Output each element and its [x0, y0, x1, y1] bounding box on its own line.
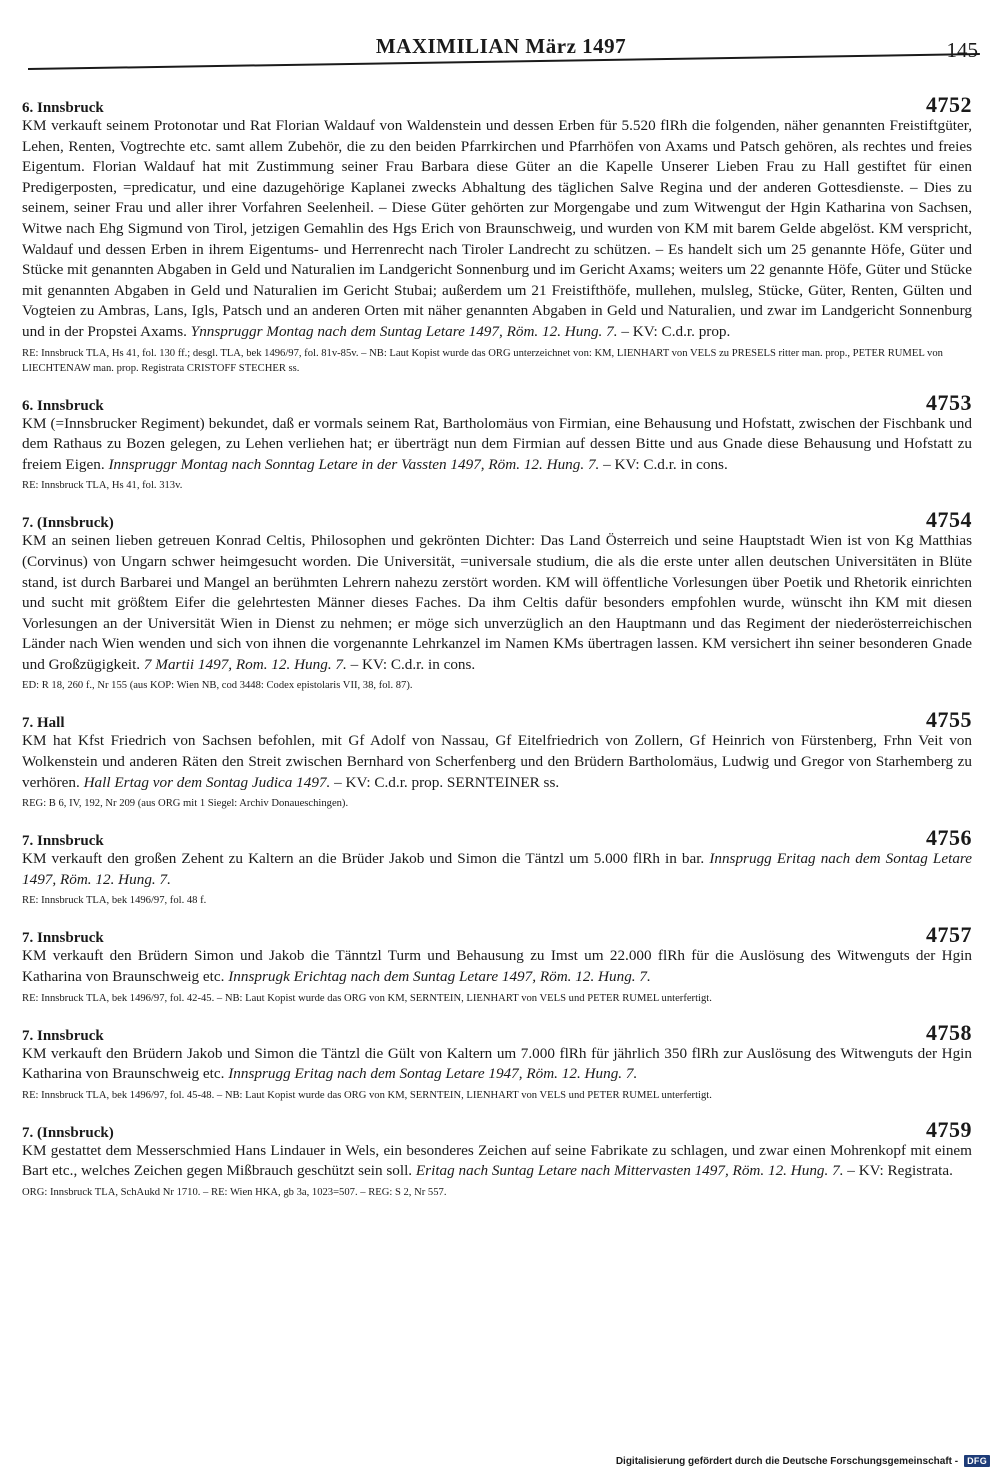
entry-body: KM verkauft den Brüdern Simon und Jakob die Tänntzl Turm und Behausung zu Imst um 22.000 flRh für die Auslösung des Witwenguts der Hgin Katharina von Braunschweig etc. — [22, 947, 972, 986]
entry-number: 4754 — [926, 507, 972, 533]
entry-place: 7. Innsbruck — [22, 1027, 104, 1044]
dfg-logo-icon: DFG — [964, 1455, 990, 1467]
entry-place: 7. (Innsbruck) — [22, 515, 114, 532]
entry-number: 4756 — [926, 825, 972, 851]
digitization-footer — [616, 1455, 990, 1467]
regest-entry-4758 — [22, 1020, 972, 1103]
entry-place: 7. Hall — [22, 715, 65, 732]
entry-text — [22, 1044, 972, 1085]
entry-heading — [22, 507, 972, 531]
entry-heading — [22, 825, 972, 849]
entry-reference: RE: Innsbruck TLA, bek 1496/97, fol. 45-48. – NB: Laut Kopist wurde das ORG von KM, SERNTEIN, LIENHART von VELS und PETER RUMEL unterfertigt. — [22, 1089, 712, 1101]
entry-text — [22, 531, 972, 675]
entry-reference: ED: R 18, 260 f., Nr 155 (aus KOP: Wien NB, cod 3448: Codex epistolaris VII, 38, fol. 87). — [22, 680, 413, 692]
regest-entry-4757 — [22, 922, 972, 1005]
entry-kv: – KV: Registrata. — [843, 1162, 953, 1180]
entry-body: KM verkauft den großen Zehent zu Kaltern an die Brüder Jakob und Simon die Täntzl um 5.000 flRh in bar. — [22, 850, 705, 868]
regest-list — [22, 92, 972, 1214]
entry-body: KM hat Kfst Friedrich von Sachsen befohlen, mit Gf Adolf von Nassau, Gf Eitelfriedrich von Zollern, Gf Heinrich von Fürstenberg, Frhn Veit von Wolkenstein und anderen Räten den Streit zwischen Bernhard von Scherfenberg und den Brüdern Bartholomäus, Ludwig und Gregor von Starhemberg zu verhören. — [22, 732, 972, 791]
entry-place: 7. Innsbruck — [22, 930, 104, 947]
entry-heading — [22, 1020, 972, 1044]
entry-text — [22, 116, 972, 343]
entry-reference: RE: Innsbruck TLA, Hs 41, fol. 313v. — [22, 480, 183, 492]
regest-entry-4759 — [22, 1117, 972, 1200]
entry-heading — [22, 707, 972, 731]
entry-heading — [22, 390, 972, 414]
entry-kv: – KV: C.d.r. in cons. — [599, 455, 728, 473]
entry-kv: – KV: C.d.r. prop. SERNTEINER ss. — [330, 773, 560, 791]
regest-entry-4754 — [22, 507, 972, 693]
entry-date: Innsprugg Eritag nach dem Sontag Letare 1947, Röm. 12. Hung. 7. — [228, 1065, 638, 1083]
entry-body: KM gestattet dem Messerschmied Hans Lindauer in Wels, ein besonderes Zeichen auf seine Fabrikate zu schlagen, und zwar einen Mohrenkopf mit einem Bart etc., welches Zeichen gegen Mißbrauch geschützt sein soll. — [22, 1141, 972, 1180]
entry-number: 4758 — [926, 1019, 972, 1045]
entry-number: 4753 — [926, 389, 972, 415]
entry-place: 7. (Innsbruck) — [22, 1124, 114, 1141]
entry-number: 4757 — [926, 922, 972, 948]
entry-body: KM verkauft seinem Protonotar und Rat Florian Waldauf von Waldenstein und dessen Erben für 5.520 flRh die folgenden, näher genannten Freistiftgüter, Lehen, Renten, Vogtrechte etc. samt allem Zubehör, die zu den beiden Pfarrkirchen und Pfarrhöfen von Axams und Patsch gehören, als rechtes und freies Eigentum. Florian Waldauf hat mit Zustimmung seiner Frau Barbara diese Güter an die Kapelle Unserer Lieben Frau zu Hall gestiftet für einen Predigerposten, =predicatur, und eine dazugehörige Kaplanei zwecks Abhaltung des täglichen Salve Regina und der anderen Gottesdienste. – Dies zu seinem, seiner Frau und aller ihrer Vorfahren Seelenheil. – Diese Güter gehörten zur Morgengabe und zum Witwengut der Hgin Katharina von Sachsen, Witwe nach Ehg Sigmund von Tirol, jetzigen Gemahlin des Hgs Erich von Braunschweig, und wurden von KM mit barem Gelde abgelöst. KM verspricht, Waldauf und dessen Erben in ihrem Eigentums- und Herrenrecht nach Tiroler Landrecht zu schützen. – Es handelt sich um 25 genannte Höfe, Güter und Stücke mit genannten Abgaben in Geld und Naturalien im Landgericht Sonnenburg und im Gericht Axams; weiters um 22 genannte Höfe, Güter und Stücke mit genannten Abgaben in Geld und Naturalien im Gericht Stubai; außerdem um 21 Freistifthöfe, mullehen, mulsleg, Stücke, Güter, Renten, Gülten und Vogteien zu Ambras, Lans, Igls, Patsch und an anderen Orten mit näher genannten Abgaben in Geld und Naturalien, und zwar im Landgericht Sonnenburg und in der Propstei Axams. — [22, 117, 972, 340]
regest-entry-4755 — [22, 707, 972, 811]
entry-text — [22, 849, 972, 890]
entry-date: Ynnspruggr Montag nach dem Suntag Letare 1497, Röm. 12. Hung. 7. — [190, 322, 618, 340]
regest-entry-4753 — [22, 390, 972, 494]
entry-date: Innspruggr Montag nach Sonntag Letare in der Vassten 1497, Röm. 12. Hung. 7. — [108, 455, 600, 473]
entry-number: 4759 — [926, 1116, 972, 1142]
entry-heading — [22, 922, 972, 946]
entry-kv: – KV: C.d.r. in cons. — [346, 655, 476, 673]
entry-date: Hall Ertag vor dem Sontag Judica 1497. — [83, 773, 331, 791]
running-title: MAXIMILIAN März 1497 — [375, 34, 627, 58]
entry-date: Innsprugg Eritag nach dem Sontag Letare 1497, Röm. 12. Hung. 7. — [22, 850, 973, 888]
entry-reference: RE: Innsbruck TLA, bek 1496/97, fol. 42-45. – NB: Laut Kopist wurde das ORG von KM, SERNTEIN, LIENHART von VELS und PETER RUMEL unterfertigt. — [22, 992, 712, 1004]
entry-body: KM (=Innsbrucker Regiment) bekundet, daß er vormals seinem Rat, Bartholomäus von Firmian, eine Behausung und Hofstatt, zwischen der Fischbank und dem Rathaus zu Bozen gelegen, zu Lehen verliehen hat; er überträgt nun dem Firmian auf dessen Bitte und aus Gnade diese Behausung und Hofstatt zu freiem Eigen. — [22, 414, 972, 473]
entry-date: 7 Martii 1497, Rom. 12. Hung. 7. — [143, 655, 347, 673]
entry-number: 4755 — [926, 707, 972, 733]
entry-place: 7. Innsbruck — [22, 833, 104, 850]
entry-date: Innsprugk Erichtag nach dem Suntag Letare 1497, Röm. 12. Hung. 7. — [228, 968, 651, 986]
entry-reference: REG: B 6, IV, 192, Nr 209 (aus ORG mit 1 Siegel: Archiv Donaueschingen). — [22, 798, 349, 810]
entry-body: KM an seinen lieben getreuen Konrad Celtis, Philosophen und gekrönten Dichter: Das Land Österreich und seine Hauptstadt Wien ist von Kg Matthias (Corvinus) von Ungarn schwer heimgesucht worden. Die Universität, =universale studium, die als die erste unter allen deutschen Universitäten in Blüte stand, ist durch Barbarei und Mangel an berühmten Lehrern nahezu zerstört worden. KM will öffentliche Vorlesungen über Poetik und Rhetorik einrichten und sucht mit größtem Eifer die gelehrtesten Männer dieses Faches. Da ihm Celtis dafür besonders empfohlen wurde, wünscht ihn KM mit diesen Vorlesungen an der Universität Wien in Dienst zu nehmen; er möge sich unverzüglich an den Hauptmann und das Regiment der niederösterreichischen Länder nach Wien wenden und sich von ihnen die vorgenannte Lehrkanzel im Namen KMs übertragen lassen. KM versichert ihn seiner besonderen Gnade und Großzügigkeit. — [22, 532, 972, 673]
entry-heading — [22, 92, 972, 116]
funding-note: Digitalisierung gefördert durch die Deutsche Forschungsgemeinschaft - — [615, 1455, 959, 1467]
regest-entry-4756 — [22, 825, 972, 908]
entry-heading — [22, 1117, 972, 1141]
entry-text — [22, 946, 972, 987]
entry-body: KM verkauft den Brüdern Jakob und Simon die Täntzl die Gült von Kaltern um 7.000 flRh für jährlich 350 flRh zur Auslösung des Witwenguts der Hgin Katharina von Braunschweig etc. — [22, 1044, 972, 1083]
entry-reference: RE: Innsbruck TLA, bek 1496/97, fol. 48 f. — [22, 895, 207, 907]
entry-place: 6. Innsbruck — [22, 397, 104, 414]
entry-text — [22, 1141, 972, 1182]
running-header — [22, 30, 980, 82]
entry-reference: RE: Innsbruck TLA, Hs 41, fol. 130 ff.; desgl. TLA, bek 1496/97, fol. 81v-85v. – NB: Laut Kopist wurde das ORG unterzeichnet von: KM, LIENHART von VELS zu PRESELS ritter man. prop., PETER RUMEL von LIECHTENAW man. prop. Registrata CRISTOFF STECHER ss. — [22, 347, 943, 374]
entry-text — [22, 731, 972, 793]
entry-kv: – KV: C.d.r. prop. — [617, 322, 731, 340]
entry-date: Eritag nach Suntag Letare nach Mittervasten 1497, Röm. 12. Hung. 7. — [415, 1162, 844, 1180]
entry-place: 6. Innsbruck — [22, 100, 104, 116]
entry-number: 4752 — [926, 92, 972, 117]
regest-entry-4752 — [22, 92, 972, 376]
page-number: 145 — [946, 38, 978, 62]
entry-reference: ORG: Innsbruck TLA, SchAukd Nr 1710. – RE: Wien HKA, gb 3a, 1023=507. – REG: S 2, Nr 557. — [22, 1187, 447, 1198]
entry-text — [22, 414, 972, 476]
